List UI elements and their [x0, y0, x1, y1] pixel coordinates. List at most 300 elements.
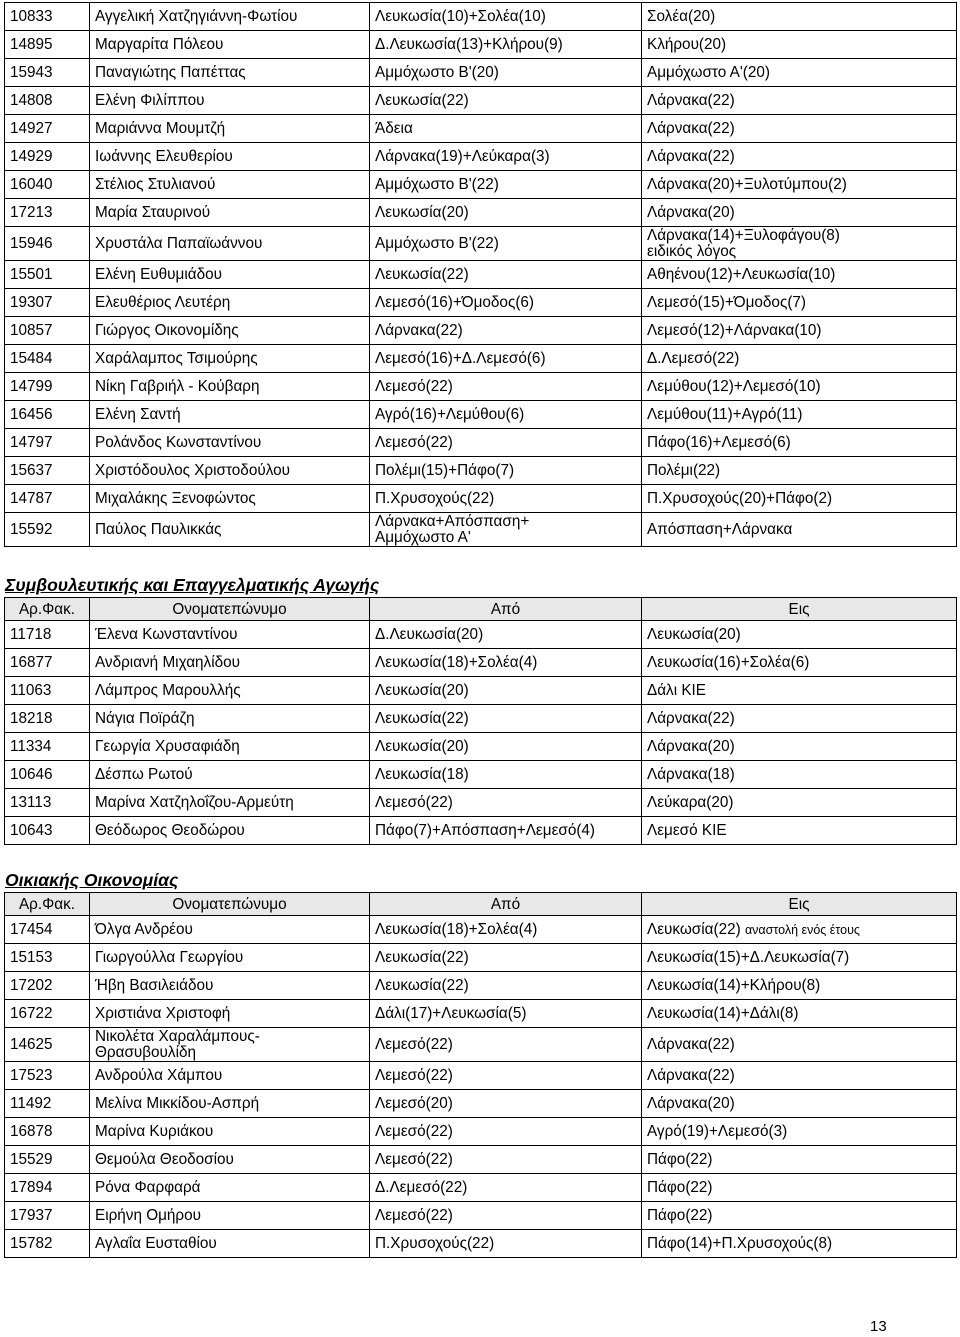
cell-from — [370, 733, 642, 761]
table-row — [5, 401, 957, 429]
cell-id — [5, 485, 90, 513]
cell-to — [642, 317, 957, 345]
cell-to — [642, 1090, 957, 1118]
person-name: Παναγιώτης Παπέττας — [95, 64, 246, 81]
cell-name — [90, 3, 370, 31]
cell-from — [370, 59, 642, 87]
table-row — [5, 31, 957, 59]
transfer-from: Λεμεσό(22) — [375, 1207, 453, 1224]
cell-name — [90, 1230, 370, 1258]
table-row — [5, 199, 957, 227]
table-row — [5, 817, 957, 845]
transfer-to: Λάρνακα(20) — [647, 738, 735, 755]
file-number: 10643 — [10, 822, 53, 839]
transfer-from: Λευκωσία(22) — [375, 977, 469, 994]
cell-to — [642, 227, 957, 261]
person-name: Ελένη Φιλίππου — [95, 92, 205, 109]
file-number: 15946 — [10, 235, 53, 252]
file-number: 15501 — [10, 266, 53, 283]
transfer-to: Λάρνακα(18) — [647, 766, 735, 783]
cell-id — [5, 1090, 90, 1118]
table-row — [5, 649, 957, 677]
page-number: 13 — [870, 1318, 887, 1335]
transfer-from: Λευκωσία(10)+Σολέα(10) — [375, 8, 546, 25]
cell-name — [90, 1174, 370, 1202]
transfer-to: Λάρνακα(22) — [647, 120, 735, 137]
table-row — [5, 261, 957, 289]
transfer-from: Άδεια — [375, 120, 413, 137]
person-name: Μαργαρίτα Πόλεου — [95, 36, 224, 53]
cell-from — [370, 31, 642, 59]
transfer-to: Αγρό(19)+Λεμεσό(3) — [647, 1123, 788, 1140]
cell-id — [5, 401, 90, 429]
header-name: Ονοματεπώνυμο — [90, 893, 370, 916]
table-row — [5, 429, 957, 457]
transfer-from: Λευκωσία(18) — [375, 766, 469, 783]
cell-id — [5, 1174, 90, 1202]
cell-id — [5, 1028, 90, 1062]
file-number: 16878 — [10, 1123, 53, 1140]
header-id: Αρ.Φακ. — [5, 598, 90, 621]
transfer-from: Λεμεσό(22) — [375, 378, 453, 395]
cell-from — [370, 199, 642, 227]
cell-id — [5, 916, 90, 944]
cell-name — [90, 944, 370, 972]
file-number: 10857 — [10, 322, 53, 339]
file-number: 14808 — [10, 92, 53, 109]
transfer-to: Σολέα(20) — [647, 8, 716, 25]
table-row — [5, 3, 957, 31]
transfer-from: Π.Χρυσοχούς(22) — [375, 490, 495, 507]
transfer-to: Πολέμι(22) — [647, 462, 721, 479]
file-number: 14927 — [10, 120, 53, 137]
cell-from — [370, 513, 642, 547]
cell-to — [642, 789, 957, 817]
cell-from — [370, 143, 642, 171]
transfer-from: Λευκωσία(18)+Σολέα(4) — [375, 654, 538, 671]
transfer-from: Λεμεσό(20) — [375, 1095, 453, 1112]
cell-from — [370, 345, 642, 373]
file-number: 17213 — [10, 204, 53, 221]
cell-from — [370, 115, 642, 143]
cell-from — [370, 401, 642, 429]
cell-id — [5, 373, 90, 401]
transfer-to: Λεμεσό(12)+Λάρνακα(10) — [647, 322, 822, 339]
transfers-table-1-body — [5, 3, 957, 547]
transfer-to: Πάφο(14)+Π.Χρυσοχούς(8) — [647, 1235, 833, 1252]
person-name: Στέλιος Στυλιανού — [95, 176, 216, 193]
cell-name — [90, 289, 370, 317]
cell-name — [90, 789, 370, 817]
transfer-from: Πολέμι(15)+Πάφο(7) — [375, 462, 515, 479]
cell-id — [5, 649, 90, 677]
transfer-from: Λεμεσό(22) — [375, 1123, 453, 1140]
transfer-from: Αμμόχωστο Β'(22) — [375, 235, 499, 252]
table-row — [5, 227, 957, 261]
transfer-to: Λεμύθου(12)+Λεμεσό(10) — [647, 378, 821, 395]
table-row — [5, 373, 957, 401]
table-row — [5, 733, 957, 761]
file-number: 17202 — [10, 977, 53, 994]
cell-id — [5, 972, 90, 1000]
cell-name — [90, 733, 370, 761]
cell-to — [642, 373, 957, 401]
transfer-to: Πάφο(16)+Λεμεσό(6) — [647, 434, 791, 451]
file-number: 18218 — [10, 710, 53, 727]
cell-from — [370, 171, 642, 199]
transfers-table-2 — [4, 597, 957, 845]
cell-to — [642, 705, 957, 733]
cell-to — [642, 345, 957, 373]
person-name: Μιχαλάκης Ξενοφώντος — [95, 490, 256, 507]
cell-to — [642, 916, 957, 944]
cell-from — [370, 227, 642, 261]
person-name: Λάμπρος Μαρουλλής — [95, 682, 241, 699]
cell-id — [5, 3, 90, 31]
file-number: 13113 — [10, 794, 52, 811]
cell-id — [5, 171, 90, 199]
file-number: 15637 — [10, 462, 53, 479]
table-row — [5, 1146, 957, 1174]
table-row — [5, 621, 957, 649]
cell-from — [370, 1000, 642, 1028]
cell-to — [642, 1146, 957, 1174]
cell-from — [370, 705, 642, 733]
cell-from — [370, 1118, 642, 1146]
cell-from — [370, 1230, 642, 1258]
transfers-table-3-body — [5, 916, 957, 1258]
file-number: 17937 — [10, 1207, 53, 1224]
cell-name — [90, 401, 370, 429]
person-name: Ελένη Σαντή — [95, 406, 181, 423]
person-name: Ειρήνη Ομήρου — [95, 1207, 202, 1224]
transfer-to: Λευκωσία(15)+Δ.Λευκωσία(7) — [647, 949, 850, 966]
cell-from — [370, 1028, 642, 1062]
cell-to — [642, 1174, 957, 1202]
table-header-row — [5, 598, 957, 621]
file-number: 14799 — [10, 378, 53, 395]
cell-id — [5, 31, 90, 59]
cell-name — [90, 705, 370, 733]
transfer-to: Λευκωσία(16)+Σολέα(6) — [647, 654, 810, 671]
transfer-from: Λευκωσία(20) — [375, 738, 469, 755]
file-number: 16722 — [10, 1005, 53, 1022]
table-row — [5, 317, 957, 345]
cell-name — [90, 171, 370, 199]
transfer-to: Λάρνακα(22) — [647, 1036, 735, 1053]
cell-name — [90, 199, 370, 227]
cell-id — [5, 429, 90, 457]
cell-id — [5, 345, 90, 373]
file-number: 11063 — [10, 682, 52, 699]
cell-id — [5, 1202, 90, 1230]
table-row — [5, 513, 957, 547]
file-number: 14787 — [10, 490, 53, 507]
file-number: 15592 — [10, 521, 53, 538]
person-name: Γιώργος Οικονομίδης — [95, 322, 239, 339]
document-page — [4, 2, 956, 1258]
cell-from — [370, 1202, 642, 1230]
table-row — [5, 916, 957, 944]
table-row — [5, 59, 957, 87]
table-row — [5, 1230, 957, 1258]
cell-to — [642, 87, 957, 115]
transfer-from: Λευκωσία(20) — [375, 204, 469, 221]
cell-from — [370, 972, 642, 1000]
file-number: 19307 — [10, 294, 53, 311]
table-row — [5, 761, 957, 789]
file-number: 16877 — [10, 654, 53, 671]
transfer-from: Λάρνακα(22) — [375, 322, 463, 339]
cell-id — [5, 261, 90, 289]
file-number: 11334 — [10, 738, 52, 755]
cell-id — [5, 817, 90, 845]
transfer-from: Λευκωσία(22) — [375, 710, 469, 727]
cell-to — [642, 143, 957, 171]
person-name: Δέσπω Ρωτού — [95, 766, 193, 783]
transfer-to: Λεμύθου(11)+Αγρό(11) — [647, 406, 803, 423]
file-number: 16040 — [10, 176, 53, 193]
person-name: Χαράλαμπος Τσιμούρης — [95, 350, 258, 367]
transfer-from: Λευκωσία(22) — [375, 92, 469, 109]
cell-to — [642, 944, 957, 972]
cell-id — [5, 944, 90, 972]
cell-from — [370, 916, 642, 944]
transfer-to: Λάρνακα(22) — [647, 92, 735, 109]
cell-id — [5, 199, 90, 227]
table-row — [5, 115, 957, 143]
cell-from — [370, 317, 642, 345]
transfer-to-cont: ειδικός λόγος — [647, 242, 737, 260]
cell-name — [90, 115, 370, 143]
transfer-to: Π.Χρυσοχούς(20)+Πάφο(2) — [647, 490, 833, 507]
cell-name — [90, 972, 370, 1000]
cell-to — [642, 1118, 957, 1146]
transfer-to: Δ.Λεμεσό(22) — [647, 350, 740, 367]
transfer-from: Λάρνακα(19)+Λεύκαρα(3) — [375, 148, 550, 165]
file-number: 10833 — [10, 8, 53, 25]
file-number: 14929 — [10, 148, 53, 165]
person-name: Μαριάννα Μουμτζή — [95, 120, 226, 137]
cell-id — [5, 87, 90, 115]
person-name: Αγλαΐα Ευσταθίου — [95, 1235, 217, 1252]
cell-from — [370, 429, 642, 457]
cell-to — [642, 171, 957, 199]
person-name: Χρυστάλα Παπαϊωάννου — [95, 235, 263, 252]
transfer-from: Δάλι(17)+Λευκωσία(5) — [375, 1005, 527, 1022]
cell-from — [370, 761, 642, 789]
cell-from — [370, 789, 642, 817]
transfer-from: Λεμεσό(16)+Όμοδος(6) — [375, 294, 535, 311]
file-number: 17523 — [10, 1067, 53, 1084]
cell-id — [5, 317, 90, 345]
person-name: Νίκη Γαβριήλ - Κούβαρη — [95, 378, 260, 395]
cell-id — [5, 227, 90, 261]
cell-to — [642, 289, 957, 317]
section-title-counseling: Συμβουλευτικής και Επαγγελματικής Αγωγής — [5, 575, 380, 595]
person-name: Παύλος Παυλικκάς — [95, 521, 222, 538]
cell-to — [642, 761, 957, 789]
cell-id — [5, 761, 90, 789]
cell-from — [370, 87, 642, 115]
cell-from — [370, 1146, 642, 1174]
transfer-from: Λεμεσό(22) — [375, 434, 453, 451]
cell-name — [90, 1118, 370, 1146]
person-name: Νικολέτα Χαραλάμπους- — [95, 1027, 260, 1045]
table-row — [5, 143, 957, 171]
person-name: Μαρία Σταυρινού — [95, 204, 211, 221]
cell-id — [5, 1118, 90, 1146]
person-name: Ελευθέριος Λευτέρη — [95, 294, 231, 311]
cell-id — [5, 59, 90, 87]
transfer-to: Λάρνακα(20) — [647, 1095, 735, 1112]
table-row — [5, 1062, 957, 1090]
table-row — [5, 1000, 957, 1028]
transfer-to: Λάρνακα(20)+Ξυλοτύμπου(2) — [647, 176, 847, 193]
transfer-from-cont: Αμμόχωστο Α' — [375, 528, 471, 546]
table-row — [5, 1028, 957, 1062]
cell-to — [642, 59, 957, 87]
file-number: 15484 — [10, 350, 53, 367]
cell-from — [370, 1062, 642, 1090]
cell-id — [5, 513, 90, 547]
person-name: Χριστιάνα Χριστοφή — [95, 1005, 231, 1022]
transfer-from: Δ.Λεμεσό(22) — [375, 1179, 468, 1196]
file-number: 14797 — [10, 434, 53, 451]
cell-id — [5, 677, 90, 705]
cell-name — [90, 1028, 370, 1062]
person-name: Ήβη Βασιλειάδου — [95, 977, 214, 994]
table-row — [5, 171, 957, 199]
transfer-from: Αγρό(16)+Λεμύθου(6) — [375, 406, 525, 423]
cell-name — [90, 1146, 370, 1174]
cell-from — [370, 457, 642, 485]
file-number: 15782 — [10, 1235, 53, 1252]
cell-id — [5, 1000, 90, 1028]
cell-name — [90, 1202, 370, 1230]
cell-to — [642, 972, 957, 1000]
transfer-to: Λάρνακα(14)+Ξυλοφάγου(8) — [647, 226, 840, 244]
header-to: Εις — [642, 893, 957, 916]
transfer-to: Λευκωσία(14)+Κλήρου(8) — [647, 977, 821, 994]
cell-to — [642, 649, 957, 677]
cell-name — [90, 87, 370, 115]
person-name: Ρολάνδος Κωνσταντίνου — [95, 434, 262, 451]
person-name: Μαρίνα Χατζηλοΐζου-Αρμεύτη — [95, 794, 294, 811]
transfer-from: Δ.Λευκωσία(20) — [375, 626, 484, 643]
transfer-to: Λάρνακα(22) — [647, 148, 735, 165]
cell-to — [642, 1230, 957, 1258]
transfer-to: Αμμόχωστο Α'(20) — [647, 64, 770, 81]
transfer-to: Κλήρου(20) — [647, 36, 727, 53]
person-name: Θεμούλα Θεοδοσίου — [95, 1151, 234, 1168]
person-name: Αγγελική Χατζηγιάννη-Φωτίου — [95, 8, 298, 25]
transfer-from: Λεμεσό(16)+Δ.Λεμεσό(6) — [375, 350, 546, 367]
cell-name — [90, 261, 370, 289]
cell-id — [5, 289, 90, 317]
person-name: Ανδριανή Μιχαηλίδου — [95, 654, 240, 671]
cell-to — [642, 485, 957, 513]
cell-to — [642, 1062, 957, 1090]
cell-to — [642, 115, 957, 143]
table-header-row — [5, 893, 957, 916]
file-number: 15153 — [10, 949, 53, 966]
file-number: 17894 — [10, 1179, 53, 1196]
table-row — [5, 87, 957, 115]
transfer-to: Λευκωσία(22) — [647, 920, 741, 938]
file-number: 15943 — [10, 64, 53, 81]
transfer-from: Λεμεσό(22) — [375, 1067, 453, 1084]
transfer-from: Λευκωσία(22) — [375, 949, 469, 966]
file-number: 14895 — [10, 36, 53, 53]
cell-id — [5, 1062, 90, 1090]
cell-to — [642, 621, 957, 649]
person-name: Γεωργία Χρυσαφιάδη — [95, 738, 240, 755]
file-number: 17454 — [10, 921, 53, 938]
person-name-cont: Θρασυβουλίδη — [95, 1043, 196, 1061]
transfers-table-3 — [4, 892, 957, 1258]
cell-id — [5, 789, 90, 817]
transfer-from: Λευκωσία(22) — [375, 266, 469, 283]
file-number: 16456 — [10, 406, 53, 423]
cell-name — [90, 31, 370, 59]
cell-to — [642, 261, 957, 289]
header-from: Από — [370, 598, 642, 621]
cell-from — [370, 373, 642, 401]
person-name: Όλγα Ανδρέου — [95, 921, 193, 938]
cell-name — [90, 345, 370, 373]
transfer-from: Λευκωσία(18)+Σολέα(4) — [375, 921, 538, 938]
cell-from — [370, 817, 642, 845]
cell-id — [5, 115, 90, 143]
cell-name — [90, 227, 370, 261]
cell-name — [90, 761, 370, 789]
transfer-to: Λεμεσό(15)+Όμοδος(7) — [647, 294, 807, 311]
transfer-from: Δ.Λευκωσία(13)+Κλήρου(9) — [375, 36, 563, 53]
person-name: Ανδρούλα Χάμπου — [95, 1067, 223, 1084]
transfer-to: Λεμεσό ΚΙΕ — [647, 822, 727, 839]
person-name: Μελίνα Μικκίδου-Ασπρή — [95, 1095, 260, 1112]
transfer-from: Λεμεσό(22) — [375, 1036, 453, 1053]
cell-to — [642, 429, 957, 457]
cell-name — [90, 817, 370, 845]
cell-name — [90, 1062, 370, 1090]
cell-to — [642, 513, 957, 547]
cell-to — [642, 817, 957, 845]
cell-to — [642, 1202, 957, 1230]
cell-to — [642, 1028, 957, 1062]
person-name: Ελένη Ευθυμιάδου — [95, 266, 222, 283]
transfer-from: Π.Χρυσοχούς(22) — [375, 1235, 495, 1252]
transfer-from: Αμμόχωστο Β'(22) — [375, 176, 499, 193]
person-name: Χριστόδουλος Χριστοδούλου — [95, 462, 290, 479]
transfer-from: Λεμεσό(22) — [375, 1151, 453, 1168]
transfer-to: Απόσπαση+Λάρνακα — [647, 521, 793, 538]
cell-to — [642, 1000, 957, 1028]
person-name: Γιωργούλλα Γεωργίου — [95, 949, 244, 966]
transfer-to: Πάφο(22) — [647, 1151, 713, 1168]
cell-name — [90, 1000, 370, 1028]
transfer-note: αναστολή ενός έτους — [744, 922, 860, 937]
cell-from — [370, 621, 642, 649]
section-title-home-economics: Οικιακής Οικονομίας — [5, 870, 179, 890]
cell-id — [5, 705, 90, 733]
cell-id — [5, 1146, 90, 1174]
person-name: Θεόδωρος Θεοδώρου — [95, 822, 245, 839]
transfer-to: Λεύκαρα(20) — [647, 794, 734, 811]
table-row — [5, 345, 957, 373]
person-name: Έλενα Κωνσταντίνου — [95, 626, 238, 643]
